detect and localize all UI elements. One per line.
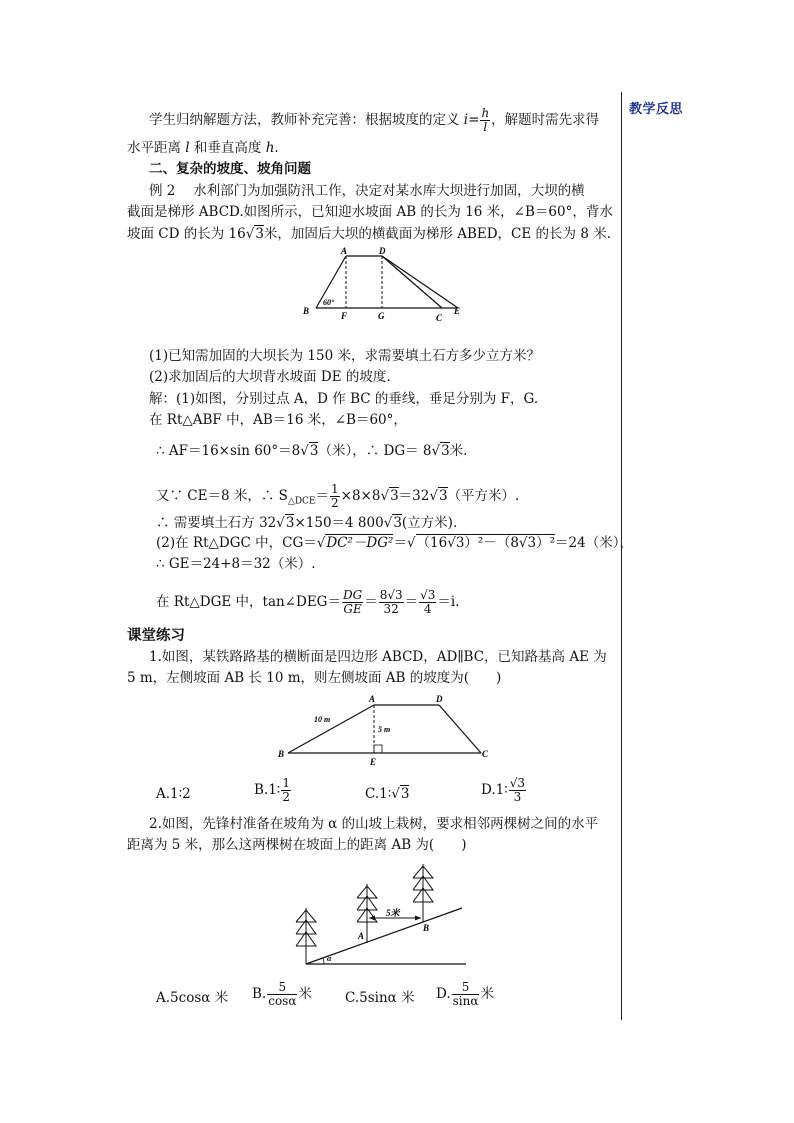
denominator: 3 xyxy=(513,790,522,804)
text: D. xyxy=(436,986,451,1002)
fraction-root3-4 xyxy=(419,589,436,616)
fraction-8root3-32 xyxy=(379,589,404,616)
practice-2-option-d xyxy=(436,981,494,1008)
equals: ＝ xyxy=(404,594,419,610)
side-DE xyxy=(382,256,458,308)
fraction-one-half xyxy=(281,777,291,804)
numerator: 5 xyxy=(267,981,297,995)
tree-icon xyxy=(296,908,316,964)
text: B.1∶ xyxy=(254,782,281,798)
text: (立方米). xyxy=(401,515,458,531)
text: ＝32 xyxy=(398,488,430,504)
text: ＝i. xyxy=(437,594,460,610)
solution-line-7: ∴ GE＝24+8＝32（米）. xyxy=(156,556,316,572)
side-DC xyxy=(439,705,481,753)
sqrt-radicand: 3 xyxy=(390,488,399,504)
numerator: DG xyxy=(342,588,363,602)
practice-1-option-b xyxy=(254,777,292,804)
example2-line-3: 坡面 CD 的长为 16√3米，加固后大坝的横截面为梯形 ABED，CE 的长为 8 米. xyxy=(127,226,611,242)
text: ，解题时需先求得 xyxy=(491,112,600,128)
practice-2-line-1: 2.如图，先锋村准备在坡角为 α 的山坡上栽树，要求相邻两棵树之间的水平 xyxy=(149,816,599,832)
denominator: 2 xyxy=(331,496,339,510)
slope-trees-figure xyxy=(290,860,470,970)
solution-line-8 xyxy=(156,589,460,616)
sqrt-radicand: 3 xyxy=(285,515,295,531)
practice-1-option-c: C.1∶√3 xyxy=(365,786,410,802)
label-B: B xyxy=(423,923,430,933)
sqrt-radicand: DC²－DG² xyxy=(326,535,394,551)
numerator: 8√3 xyxy=(379,588,403,602)
text: ×8×8 xyxy=(340,488,381,504)
sqrt-radicand: 3 xyxy=(309,443,319,459)
numerator: 1 xyxy=(331,482,339,496)
solution-line-6: (2)在 Rt△DGC 中，CG＝√DC²－DG²＝√（16√3）²－（8√3）²＝24（米）， xyxy=(156,535,633,551)
label-C: C xyxy=(482,749,489,759)
label-C: C xyxy=(436,313,443,323)
label-F: F xyxy=(341,311,348,321)
sqrt-radicand: 3 xyxy=(393,515,402,531)
denominator: 2 xyxy=(282,790,290,804)
text: （米），∴ DG＝ 8 xyxy=(318,443,432,459)
label-D: D xyxy=(436,694,443,704)
sqrt-radicand: 3 xyxy=(438,488,448,504)
solution-line-1: 解：(1)如图，分别过点 A，D 作 BC 的垂线，垂足分别为 F，G. xyxy=(149,391,539,407)
question-2: (2)求加固后的大坝背水坡面 DE 的坡度. xyxy=(149,369,391,385)
text: D.1∶ xyxy=(481,782,508,798)
text: 米，加固后大坝的横截面为梯形 ABED，CE 的长为 8 米. xyxy=(263,226,611,242)
solution-line-3: ∴ AF＝16×sin 60°＝8√3（米），∴ DG＝ 8√3米. xyxy=(156,443,468,459)
label-distance: 5米 xyxy=(386,908,400,918)
practice-2-option-b xyxy=(252,981,312,1008)
var-l: l xyxy=(185,140,190,156)
practice-2-line-2: 距离为 5 米，那么这两棵树在坡面上的距离 AB 为( ) xyxy=(127,837,467,853)
side-AB xyxy=(288,705,374,753)
practice-2-option-c: C.5sinα 米 xyxy=(345,990,415,1006)
denominator: 32 xyxy=(383,602,399,616)
label-G: G xyxy=(378,311,385,321)
subscript: △DCE xyxy=(287,496,316,507)
fraction-h-over-l xyxy=(480,107,490,134)
question-1: (1)已知需加固的大坝长为 150 米，求需要填土石方多少立方米？ xyxy=(149,348,540,364)
numerator: 1 xyxy=(282,776,290,790)
text: 水平距离 xyxy=(127,140,181,156)
label-A: A xyxy=(341,246,348,256)
text: C.1∶ xyxy=(365,786,392,802)
margin-divider-line xyxy=(621,92,622,1020)
label-A: A xyxy=(358,931,365,941)
example2-line-1: 例 2 水利部门为加强防汛工作，决定对某水库大坝进行加固，大坝的横 xyxy=(149,183,585,199)
fraction-one-half xyxy=(330,483,340,510)
sqrt-radicand: （16√3）²－（8√3）² xyxy=(416,535,556,551)
denominator: sinα xyxy=(452,994,479,1008)
section-heading-2: 二、复杂的坡度、坡角问题 xyxy=(149,161,311,177)
denominator: GE xyxy=(343,602,362,616)
right-angle-mark xyxy=(374,745,382,753)
text: 坡面 CD 的长为 16 xyxy=(127,226,246,242)
method-summary-line-2 xyxy=(127,140,279,156)
solution-line-4: 又∵ CE＝8 米，∴ $S_{\triangle DCE}=$ $\frac{1}{2}$ ×8×8√3＝32√3（平方米）. xyxy=(156,482,520,510)
label-angle-60: 60° xyxy=(323,298,335,307)
text: ∴ 需要填土石方 32 xyxy=(156,515,277,531)
var-i: i xyxy=(463,112,469,128)
angle-arc xyxy=(323,958,324,964)
text: 在 Rt△DGE 中，tan∠DEG＝ xyxy=(156,594,341,610)
railway-roadbed-figure xyxy=(276,692,496,768)
equals: = xyxy=(468,112,480,128)
dam-cross-section-figure xyxy=(296,244,471,324)
fraction-DG-GE xyxy=(342,589,363,616)
solution-line-5: ∴ 需要填土石方 32√3×150＝4 800√3(立方米). xyxy=(156,515,458,531)
side-DC xyxy=(382,256,442,308)
label-B: B xyxy=(303,306,310,316)
practice-1-line-2: 5 m，左侧坡面 AB 长 10 m，则左侧坡面 AB 的坡度为( ) xyxy=(127,670,502,686)
text: 米. xyxy=(449,443,468,459)
text: 学生归纳解题方法，教师补充完善：根据坡度的定义 xyxy=(149,112,460,128)
denominator: cosα xyxy=(268,994,297,1008)
fraction-5-over-sin xyxy=(452,981,480,1008)
text: ×150＝4 800 xyxy=(294,515,384,531)
denominator: l xyxy=(483,120,488,134)
tree-icon xyxy=(413,864,433,922)
text: ∴ AF＝16×sin 60°＝8 xyxy=(156,443,301,459)
text: 米 xyxy=(298,986,312,1002)
method-summary-line-1 xyxy=(149,107,599,134)
label-AE-height: 5 m xyxy=(378,725,391,734)
label-E: E xyxy=(370,757,377,767)
text: ＝24（米）， xyxy=(555,535,633,551)
fraction-root3-3 xyxy=(509,777,526,804)
sqrt-radicand: 3 xyxy=(441,443,450,459)
label-D: D xyxy=(379,246,386,256)
practice-1-line-1: 1.如图，某铁路路基的横断面是四边形 ABCD，AD∥BC，已知路基高 AE 为 xyxy=(149,649,607,665)
label-B: B xyxy=(278,749,285,759)
fraction-5-over-cos xyxy=(267,981,297,1008)
text: 和垂直高度 xyxy=(193,140,262,156)
numerator: h xyxy=(481,106,490,120)
arrow-head-left xyxy=(369,916,375,921)
label-alpha: α xyxy=(327,954,332,963)
numerator: 5 xyxy=(452,981,480,995)
text: 米 xyxy=(480,986,494,1002)
label-AB-length: 10 m xyxy=(314,715,331,724)
denominator: 4 xyxy=(423,602,432,616)
practice-heading: 课堂练习 xyxy=(127,628,185,644)
text: B. xyxy=(252,986,267,1002)
practice-2-option-a: A.5cosα 米 xyxy=(156,990,229,1006)
label-A: A xyxy=(369,694,376,704)
arrow-head-right xyxy=(415,916,421,921)
sqrt-radicand: 3 xyxy=(400,786,410,802)
text: (2)在 Rt△DGC 中，CG＝ xyxy=(156,535,317,551)
numerator: √3 xyxy=(420,588,436,602)
text: . xyxy=(274,140,279,156)
example2-line-2: 截面是梯形 ABCD.如图所示，已知迎水坡面 AB 的长为 16 米，∠B＝60°，背水 xyxy=(127,204,613,220)
numerator: √3 xyxy=(509,776,526,790)
practice-1-option-a: A.1∶2 xyxy=(156,786,191,802)
sqrt-radicand: 3 xyxy=(255,226,264,242)
practice-1-option-d xyxy=(481,777,527,804)
label-E: E xyxy=(454,306,461,316)
text: （平方米）. xyxy=(447,488,520,504)
text: ＝ xyxy=(393,535,407,551)
teaching-reflection-label: 教学反思 xyxy=(629,102,684,117)
equals: ＝ xyxy=(315,488,329,504)
equals: ＝ xyxy=(364,594,378,610)
var-h: h xyxy=(265,140,275,156)
text: 又∵ CE＝8 米，∴ S xyxy=(156,488,288,504)
solution-line-2: 在 Rt△ABF 中，AB＝16 米，∠B＝60°， xyxy=(149,412,407,428)
